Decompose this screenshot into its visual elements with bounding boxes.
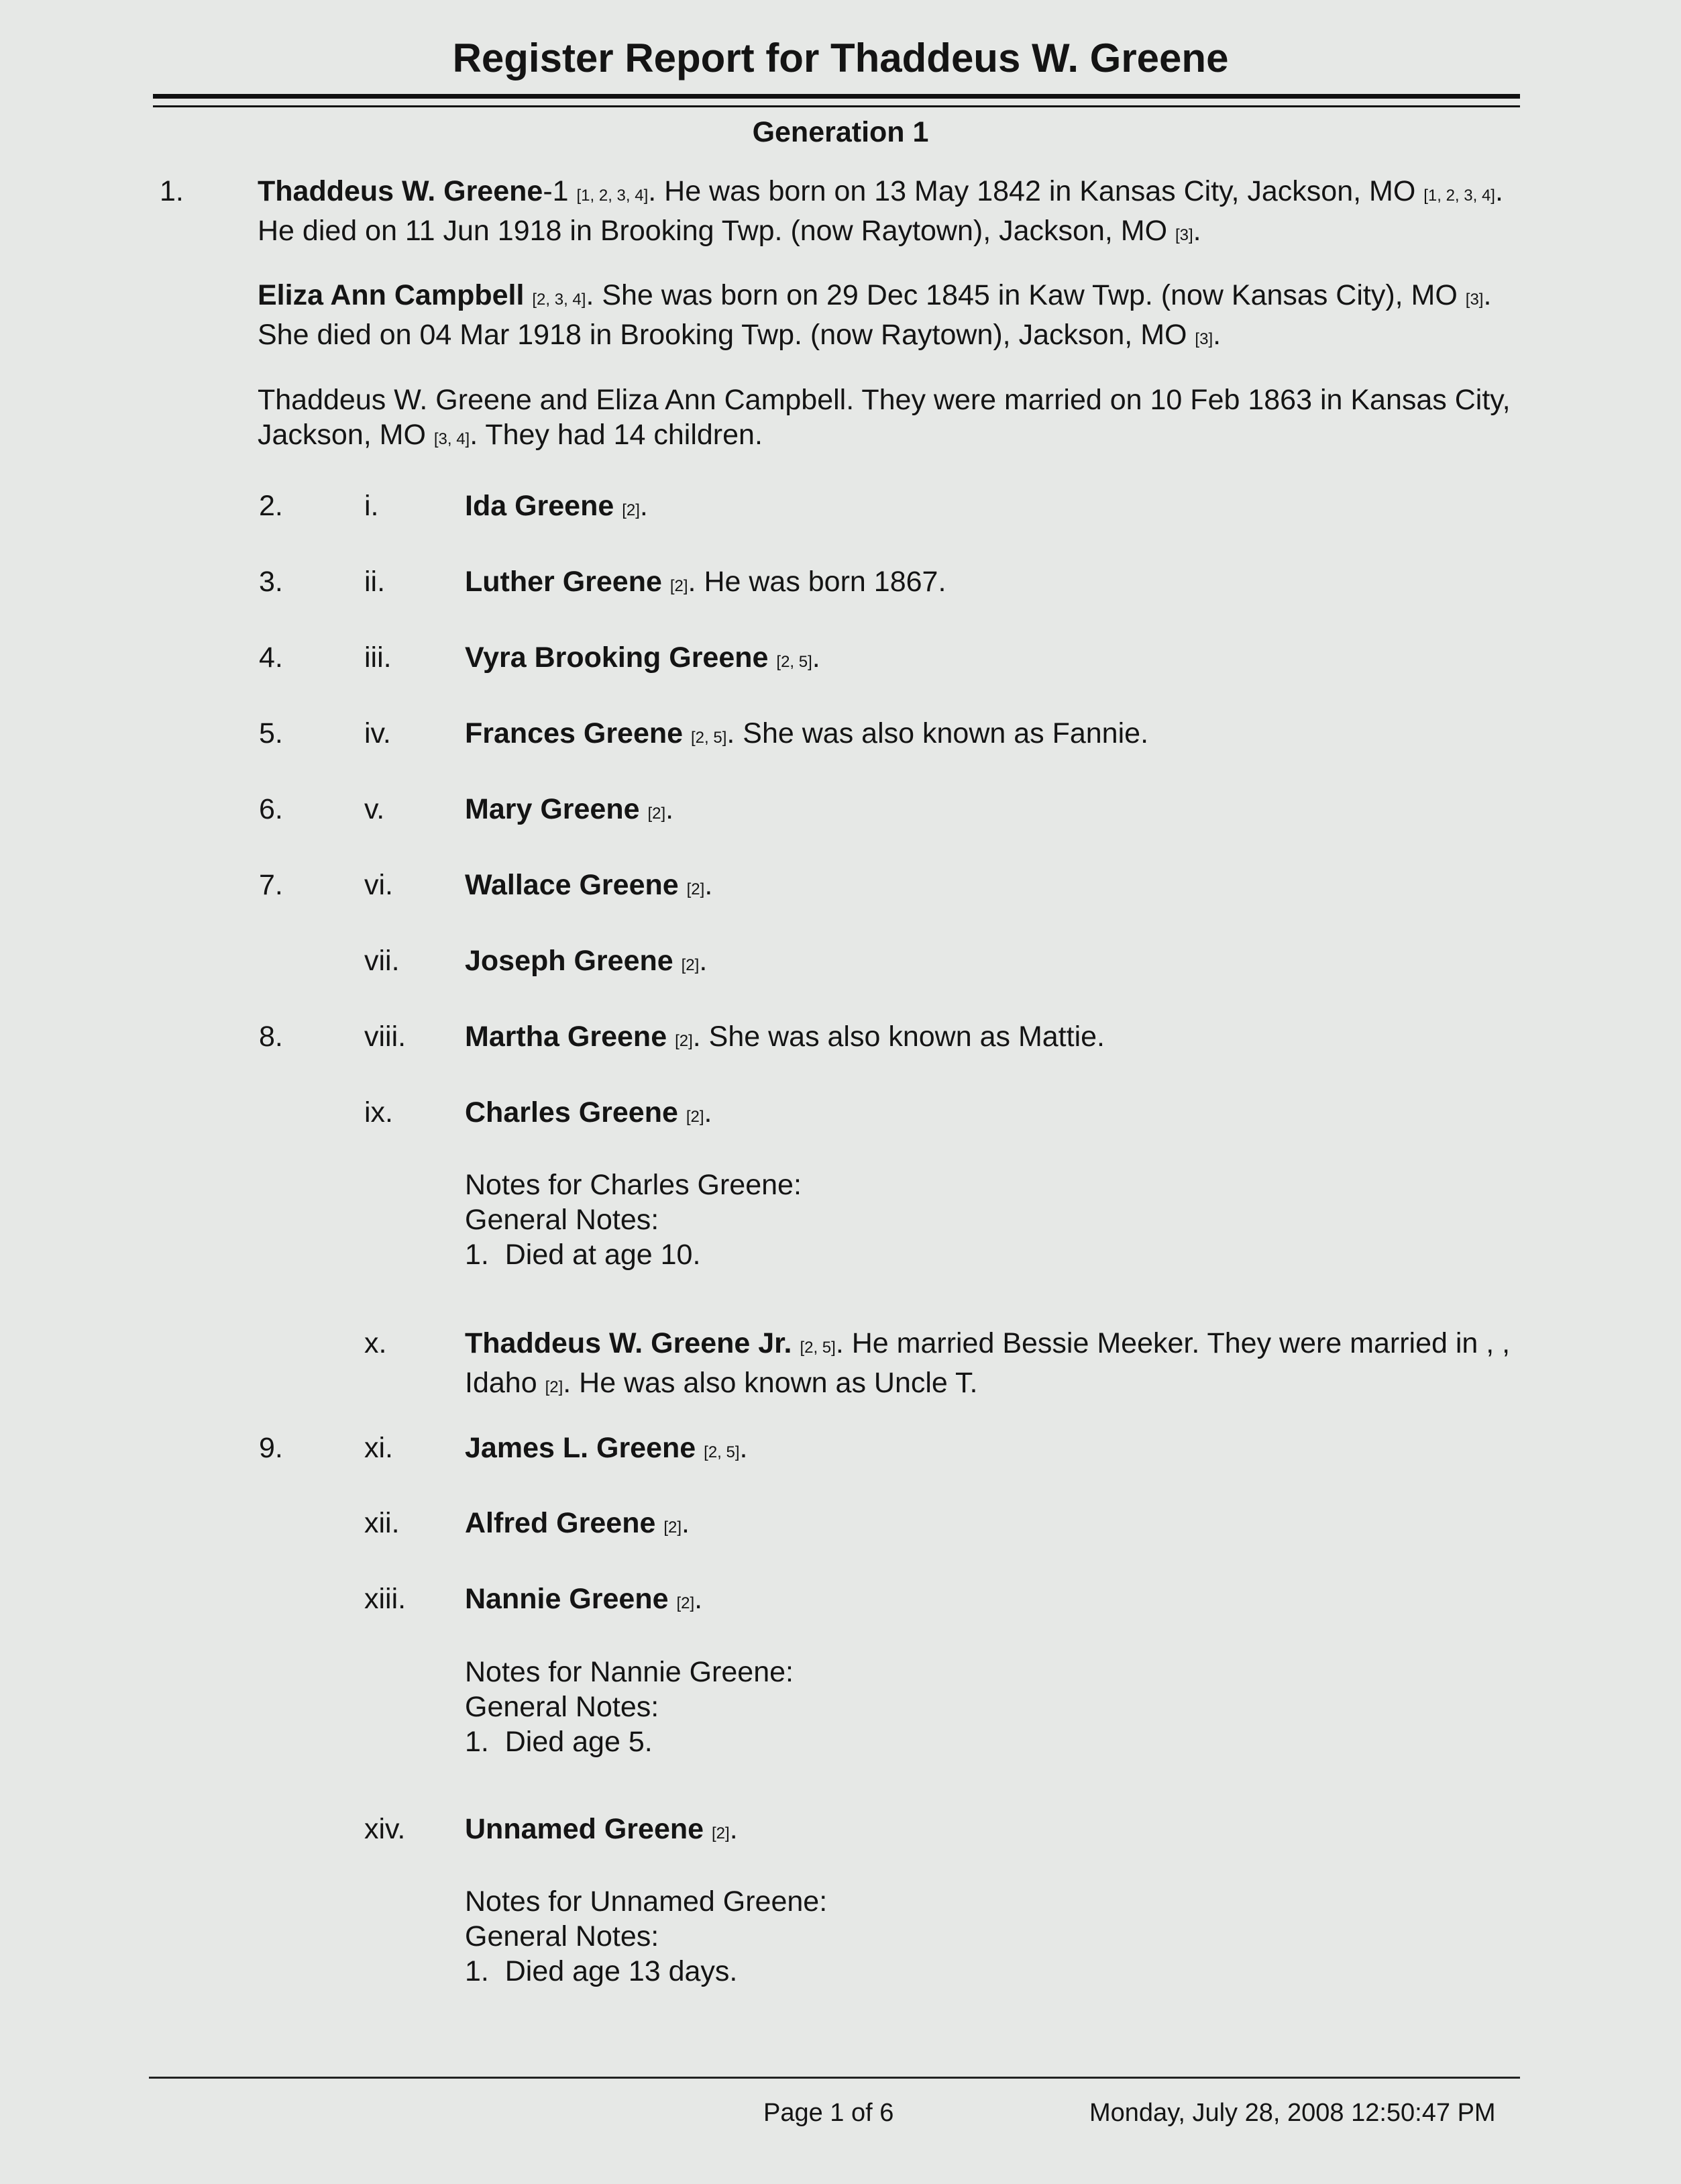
child-entry: [465, 1019, 1518, 1059]
child-text: .: [682, 1507, 690, 1539]
child-number: 3.: [259, 566, 283, 598]
citation: [2]: [681, 956, 700, 974]
citation: [2]: [622, 501, 640, 519]
citation: [2]: [669, 577, 688, 595]
child-text: .: [665, 793, 674, 825]
child-name: James L. Greene: [465, 1432, 696, 1464]
citation: [2, 5]: [776, 653, 812, 671]
citation: [2]: [675, 1032, 693, 1050]
child-roman-numeral: i.: [364, 490, 379, 522]
citation: [2]: [686, 880, 705, 898]
child-text: . He was also known as Uncle T.: [563, 1367, 978, 1399]
child-text: . He was born 1867.: [688, 566, 946, 598]
child-text: .: [739, 1432, 748, 1464]
child-text: . She was also known as Fannie.: [726, 717, 1149, 749]
report-title: Register Report for Thaddeus W. Greene: [452, 36, 1229, 81]
child-roman-numeral: xiii.: [364, 1583, 406, 1615]
citation: [2, 5]: [691, 729, 727, 747]
title-rule-thin: [153, 105, 1520, 107]
child-entry: [465, 1431, 1518, 1470]
notes-title: Notes for Unnamed Greene:: [465, 1885, 828, 1918]
child-roman-numeral: x.: [364, 1327, 387, 1359]
child-roman-numeral: xi.: [364, 1432, 393, 1464]
citation: [1, 2, 3, 4]: [1423, 187, 1495, 205]
person1-paragraph: [258, 174, 1519, 253]
citation: [2]: [647, 804, 666, 823]
child-entry: [465, 1326, 1518, 1405]
child-roman-numeral: vii.: [364, 945, 400, 977]
person2-paragraph: [258, 278, 1519, 357]
child-notes: [465, 1884, 1518, 1989]
child-number: 2.: [259, 490, 283, 522]
child-entry: [465, 640, 1518, 680]
citation: [2, 5]: [704, 1443, 740, 1461]
print-datetime: Monday, July 28, 2008 12:50:47 PM: [1089, 2099, 1496, 2127]
page-number: Page 1 of 6: [763, 2099, 894, 2127]
person2-text: .: [1213, 319, 1222, 351]
child-text: .: [704, 1096, 712, 1129]
child-roman-numeral: iii.: [364, 641, 392, 674]
child-roman-numeral: xiv.: [364, 1813, 406, 1845]
child-roman-numeral: vi.: [364, 869, 393, 901]
child-name: Vyra Brooking Greene: [465, 641, 769, 674]
citation: [2]: [663, 1518, 682, 1537]
marriage-paragraph: [258, 382, 1519, 457]
citation: [3]: [1195, 330, 1213, 348]
notes-title: Notes for Charles Greene:: [465, 1169, 802, 1201]
child-text: .: [639, 490, 648, 522]
notes-subtitle: General Notes:: [465, 1204, 659, 1236]
entry-number: 1.: [160, 175, 184, 207]
notes-title: Notes for Nannie Greene:: [465, 1656, 794, 1688]
child-roman-numeral: xii.: [364, 1507, 400, 1539]
person2-name: Eliza Ann Campbell: [258, 279, 525, 311]
person2-text: . She was born on 29 Dec 1845 in Kaw Twp. (now Kansas City), MO: [586, 279, 1466, 311]
person1-text: . He was born on 13 May 1842 in Kansas City, Jackson, MO: [648, 175, 1424, 207]
footer-rule: [149, 2077, 1520, 2079]
citation: [2, 3, 4]: [532, 291, 586, 309]
child-text: .: [704, 869, 713, 901]
child-name: Frances Greene: [465, 717, 684, 749]
child-name: Thaddeus W. Greene Jr.: [465, 1327, 792, 1359]
child-name: Ida Greene: [465, 490, 614, 522]
child-name: Mary Greene: [465, 793, 640, 825]
person1-suffix: -1: [543, 175, 569, 207]
person1-name: Thaddeus W. Greene: [258, 175, 543, 207]
child-entry: [465, 868, 1518, 907]
child-number: 6.: [259, 793, 283, 825]
child-text: . He married Bessie Meeker. They were married in , , Idaho: [465, 1327, 1511, 1399]
child-entry: [465, 1581, 1518, 1621]
child-notes: [465, 1167, 1518, 1272]
child-name: Luther Greene: [465, 566, 662, 598]
child-text: .: [699, 945, 708, 977]
child-entry: [465, 1506, 1518, 1545]
notes-item: 1. Died age 5.: [465, 1726, 653, 1758]
person1-text: .: [1193, 215, 1201, 247]
child-number: 7.: [259, 869, 283, 901]
child-name: Alfred Greene: [465, 1507, 656, 1539]
child-name: Martha Greene: [465, 1021, 667, 1053]
generation-heading: Generation 1: [752, 116, 929, 148]
child-roman-numeral: viii.: [364, 1021, 406, 1053]
child-entry: [465, 564, 1518, 604]
child-name: Nannie Greene: [465, 1583, 669, 1615]
citation: [3, 4]: [433, 430, 470, 448]
child-entry: [465, 943, 1518, 983]
citation: [2]: [686, 1108, 704, 1126]
child-roman-numeral: ix.: [364, 1096, 393, 1129]
child-entry: [465, 1095, 1518, 1135]
child-entry: [465, 792, 1518, 831]
child-name: Charles Greene: [465, 1096, 678, 1129]
child-name: Unnamed Greene: [465, 1813, 704, 1845]
child-number: 8.: [259, 1021, 283, 1053]
person1-text: . He died on 11 Jun 1918 in Brooking Twp. (now Raytown), Jackson, MO: [258, 175, 1503, 247]
child-number: 4.: [259, 641, 283, 674]
child-roman-numeral: ii.: [364, 566, 386, 598]
citation: [2]: [712, 1824, 730, 1842]
citation: [3]: [1465, 291, 1484, 309]
citation: [2]: [676, 1594, 695, 1612]
child-text: .: [694, 1583, 703, 1615]
child-number: 9.: [259, 1432, 283, 1464]
child-roman-numeral: iv.: [364, 717, 391, 749]
person2-text: . She died on 04 Mar 1918 in Brooking Twp. (now Raytown), Jackson, MO: [258, 279, 1492, 351]
child-entry: [465, 488, 1518, 528]
notes-item: 1. Died at age 10.: [465, 1239, 701, 1271]
citation: [2]: [545, 1378, 563, 1396]
child-text: . She was also known as Mattie.: [692, 1021, 1105, 1053]
citation: [3]: [1175, 226, 1193, 244]
notes-subtitle: General Notes:: [465, 1920, 659, 1953]
citation: [2, 5]: [800, 1339, 836, 1357]
title-rule: [153, 94, 1520, 99]
child-text: .: [729, 1813, 738, 1845]
child-entry: [465, 716, 1518, 756]
child-roman-numeral: v.: [364, 793, 385, 825]
child-entry: [465, 1812, 1518, 1851]
marriage-text: Thaddeus W. Greene and Eliza Ann Campbell. They were married on 10 Feb 1863 in Kansas City, Jackson, MO: [258, 384, 1511, 451]
child-name: Wallace Greene: [465, 869, 679, 901]
notes-subtitle: General Notes:: [465, 1691, 659, 1723]
child-number: 5.: [259, 717, 283, 749]
child-name: Joseph Greene: [465, 945, 673, 977]
child-notes: [465, 1655, 1518, 1759]
child-text: .: [812, 641, 820, 674]
notes-item: 1. Died age 13 days.: [465, 1955, 738, 1987]
citation: [1, 2, 3, 4]: [576, 187, 649, 205]
marriage-text: . They had 14 children.: [470, 419, 763, 451]
